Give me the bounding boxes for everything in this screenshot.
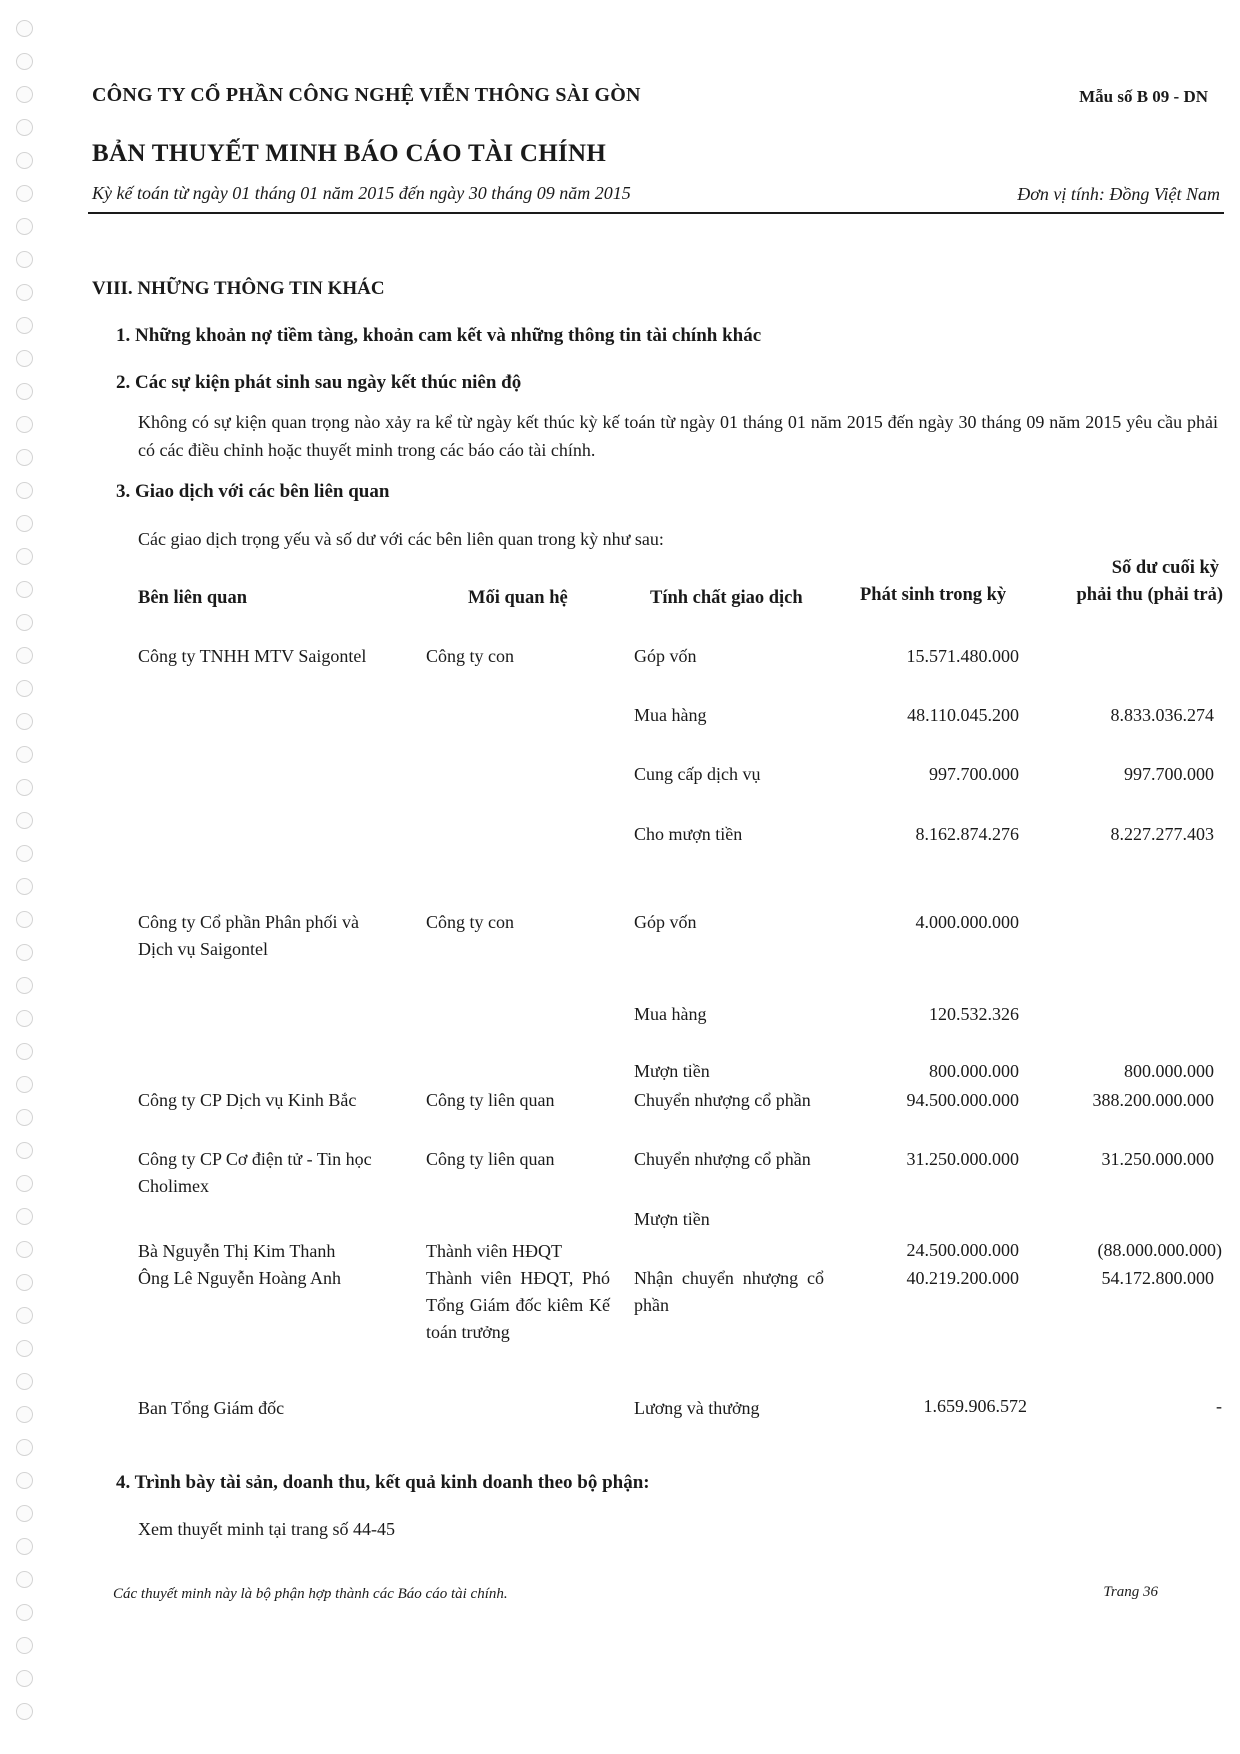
header-balance-line2: phải thu (phải trả) (1076, 585, 1223, 605)
nature-transfer-1: Chuyển nhượng cổ phần (634, 1090, 811, 1110)
item-4-text: Xem thuyết minh tại trang số 44-45 (138, 1519, 395, 1539)
party-hoang-anh: Ông Lê Nguyễn Hoàng Anh (138, 1268, 341, 1288)
amount-borrow-2: 24.500.000.000 (906, 1240, 1019, 1260)
binding-hole (16, 1274, 33, 1291)
company-name: CÔNG TY CỔ PHẦN CÔNG NGHỆ VIỄN THÔNG SÀI GÒN (92, 84, 641, 106)
form-number: Mẫu số B 09 - DN (1079, 87, 1208, 106)
binding-hole (16, 1406, 33, 1423)
amount-salary: 1.659.906.572 (923, 1396, 1027, 1416)
binding-hole (16, 1637, 33, 1654)
party-kim-thanh: Bà Nguyễn Thị Kim Thanh (138, 1241, 336, 1261)
nature-capital-2: Góp vốn (634, 912, 697, 932)
binding-hole (16, 152, 33, 169)
nature-transfer-2: Chuyển nhượng cổ phần (634, 1149, 811, 1169)
binding-hole (16, 1241, 33, 1258)
binding-hole (16, 581, 33, 598)
binding-hole (16, 812, 33, 829)
binding-hole (16, 548, 33, 565)
binding-hole (16, 1538, 33, 1555)
amount-transfer-2: 31.250.000.000 (906, 1149, 1019, 1169)
balance-transfer-2: 31.250.000.000 (1101, 1149, 1214, 1169)
amount-transfer-1: 94.500.000.000 (906, 1090, 1019, 1110)
item-2-title: 2. Các sự kiện phát sinh sau ngày kết thúc niên độ (116, 372, 522, 393)
header-relation: Mối quan hệ (468, 588, 568, 608)
header-party: Bên liên quan (138, 588, 247, 608)
balance-borrow-2: (88.000.000.000) (1097, 1240, 1222, 1260)
item-4-title: 4. Trình bày tài sản, doanh thu, kết quả kinh doanh theo bộ phận: (116, 1472, 650, 1493)
item-3-intro: Các giao dịch trọng yếu và số dư với các bên liên quan trong kỳ như sau: (138, 529, 664, 549)
header-amount: Phát sinh trong kỳ (860, 585, 1007, 605)
binding-hole (16, 1142, 33, 1159)
nature-salary: Lương và thưởng (634, 1398, 760, 1418)
section-title: VIII. NHỮNG THÔNG TIN KHÁC (92, 278, 385, 299)
binding-hole (16, 1703, 33, 1720)
footer-note: Các thuyết minh này là bộ phận hợp thành các Báo cáo tài chính. (113, 1586, 508, 1602)
nature-receive-transfer: Nhận chuyển nhượng cổ phần (634, 1268, 824, 1315)
binding-hole (16, 1340, 33, 1357)
party-management: Ban Tổng Giám đốc (138, 1398, 285, 1418)
binding-hole (16, 1043, 33, 1060)
binding-hole (16, 1571, 33, 1588)
binding-hole (16, 1505, 33, 1522)
binding-holes (12, 20, 38, 1734)
binding-hole (16, 119, 33, 136)
binding-hole (16, 383, 33, 400)
nature-borrow-2: Mượn tiền (634, 1209, 710, 1229)
binding-hole (16, 1373, 33, 1390)
binding-hole (16, 482, 33, 499)
binding-hole (16, 416, 33, 433)
party-distribution: Công ty Cổ phần Phân phối và Dịch vụ Saigontel (138, 912, 359, 959)
header-divider (88, 212, 1224, 214)
binding-hole (16, 251, 33, 268)
binding-hole (16, 449, 33, 466)
binding-hole (16, 779, 33, 796)
binding-hole (16, 878, 33, 895)
binding-hole (16, 284, 33, 301)
item-3-title: 3. Giao dịch với các bên liên quan (116, 481, 390, 502)
relation-board-member-1: Thành viên HĐQT (426, 1241, 562, 1261)
relation-related-2: Công ty liên quan (426, 1149, 555, 1169)
relation-related-1: Công ty liên quan (426, 1090, 555, 1110)
binding-hole (16, 1175, 33, 1192)
binding-hole (16, 1670, 33, 1687)
binding-hole (16, 977, 33, 994)
item-2-text: Không có sự kiện quan trọng nào xảy ra kể từ ngày kết thúc kỳ kế toán từ ngày 01 tháng 01 năm 2015 đến ngày 30 tháng 09 năm 2015 yêu cầu phải có các điều chỉnh hoặc thuyết minh trong các báo cáo tài chính. (138, 412, 1218, 460)
binding-hole (16, 647, 33, 664)
amount-receive-transfer: 40.219.200.000 (906, 1268, 1019, 1288)
party-saigontel-mtv: Công ty TNHH MTV Saigontel (138, 646, 367, 666)
item-1-title: 1. Những khoản nợ tiềm tàng, khoản cam kết và những thông tin tài chính khác (116, 325, 762, 346)
binding-hole (16, 350, 33, 367)
binding-hole (16, 1307, 33, 1324)
binding-hole (16, 53, 33, 70)
balance-borrow-1: 800.000.000 (1124, 1061, 1214, 1081)
amount-purchase-2: 120.532.326 (929, 1004, 1019, 1024)
binding-hole (16, 218, 33, 235)
binding-hole (16, 614, 33, 631)
relation-board-member-2: Thành viên HĐQT, Phó Tổng Giám đốc kiêm Kế toán trưởng (426, 1268, 610, 1342)
binding-hole (16, 1439, 33, 1456)
header-balance-line1: Số dư cuối kỳ (1111, 558, 1219, 578)
binding-hole (16, 20, 33, 37)
party-kinh-bac: Công ty CP Dịch vụ Kinh Bắc (138, 1090, 357, 1110)
binding-hole (16, 1604, 33, 1621)
amount-purchase-1: 48.110.045.200 (907, 705, 1019, 725)
balance-service: 997.700.000 (1124, 764, 1214, 784)
binding-hole (16, 713, 33, 730)
amount-service: 997.700.000 (929, 764, 1019, 784)
amount-lend: 8.162.874.276 (915, 824, 1019, 844)
nature-purchase-1: Mua hàng (634, 705, 707, 725)
binding-hole (16, 1109, 33, 1126)
header-nature: Tính chất giao dịch (650, 588, 803, 608)
nature-capital-1: Góp vốn (634, 646, 697, 666)
amount-borrow-1: 800.000.000 (929, 1061, 1019, 1081)
binding-hole (16, 1076, 33, 1093)
binding-hole (16, 746, 33, 763)
balance-purchase-1: 8.833.036.274 (1110, 705, 1214, 725)
document-title: BẢN THUYẾT MINH BÁO CÁO TÀI CHÍNH (92, 140, 607, 167)
party-cholimex: Công ty CP Cơ điện tử - Tin học Cholimex (138, 1149, 372, 1196)
relation-subsidiary-1: Công ty con (426, 646, 514, 666)
binding-hole (16, 1208, 33, 1225)
amount-capital-2: 4.000.000.000 (915, 912, 1019, 932)
nature-borrow-1: Mượn tiền (634, 1061, 710, 1081)
amount-capital-1: 15.571.480.000 (906, 646, 1019, 666)
binding-hole (16, 317, 33, 334)
page-number: Trang 36 (1103, 1584, 1158, 1600)
reporting-period: Kỳ kế toán từ ngày 01 tháng 01 năm 2015 đến ngày 30 tháng 09 năm 2015 (92, 183, 631, 203)
currency-unit: Đơn vị tính: Đồng Việt Nam (1017, 184, 1220, 204)
binding-hole (16, 86, 33, 103)
binding-hole (16, 911, 33, 928)
nature-purchase-2: Mua hàng (634, 1004, 707, 1024)
binding-hole (16, 944, 33, 961)
binding-hole (16, 1472, 33, 1489)
binding-hole (16, 1010, 33, 1027)
nature-service: Cung cấp dịch vụ (634, 764, 761, 784)
relation-subsidiary-2: Công ty con (426, 912, 514, 932)
binding-hole (16, 845, 33, 862)
balance-transfer-1: 388.200.000.000 (1092, 1090, 1214, 1110)
nature-lend: Cho mượn tiền (634, 824, 743, 844)
binding-hole (16, 515, 33, 532)
binding-hole (16, 185, 33, 202)
balance-receive-transfer: 54.172.800.000 (1101, 1268, 1214, 1288)
binding-hole (16, 680, 33, 697)
balance-salary: - (1216, 1396, 1222, 1416)
balance-lend: 8.227.277.403 (1110, 824, 1214, 844)
